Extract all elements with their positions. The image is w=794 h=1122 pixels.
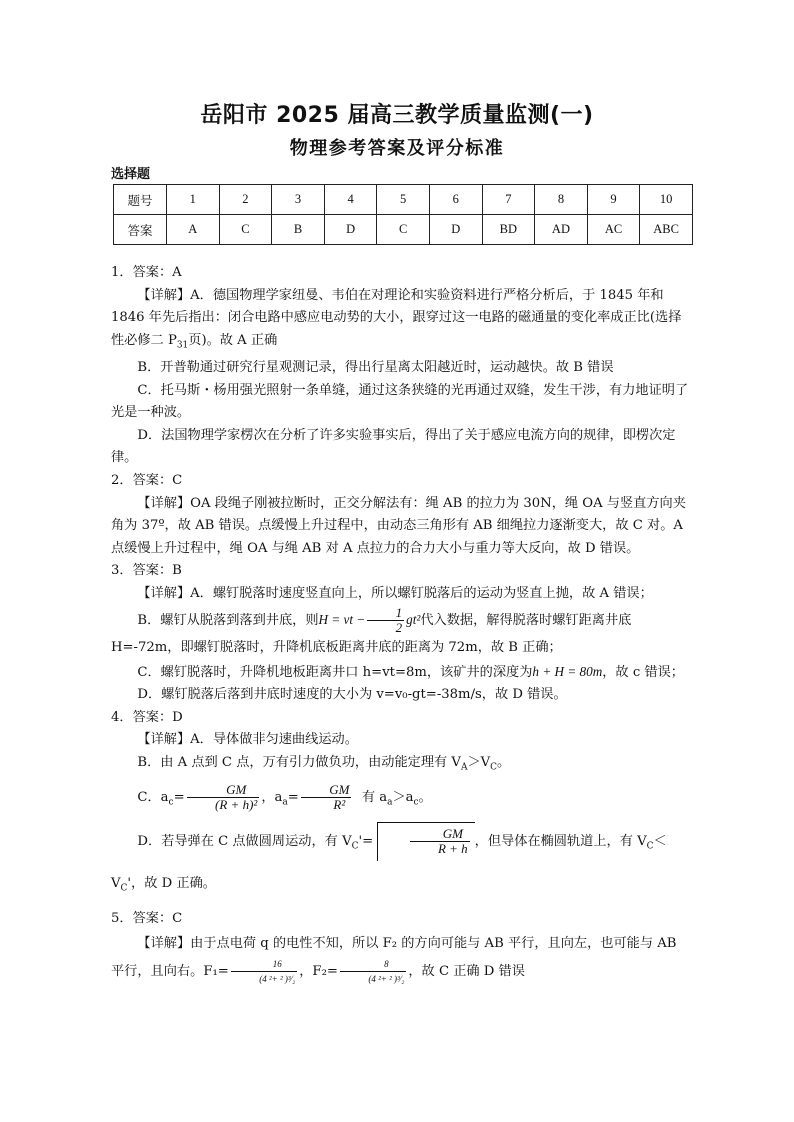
question-number-row xyxy=(114,185,693,215)
q4-d-pre: D．若导弹在 C 点做圆周运动，有 V xyxy=(137,833,352,849)
fraction-numerator: 8 xyxy=(340,957,406,972)
q3-heading: 3．答案：B xyxy=(111,563,182,579)
q4-heading: 4．答案：D xyxy=(111,709,183,725)
fraction-denominator: R + h xyxy=(437,840,468,856)
q5-heading: 5．答案：C xyxy=(111,911,183,927)
q3-option-d: D．螺钉脱落后落到井底时速度的大小为 v=v₀-gt=-38m/s，故 D 错误。 xyxy=(137,687,567,703)
subscript: a xyxy=(282,797,288,808)
q4-option-c xyxy=(111,779,691,822)
subscript: c xyxy=(413,797,419,808)
table-cell: 2 xyxy=(219,185,272,215)
answer-row xyxy=(114,215,693,245)
table-cell: 1 xyxy=(167,185,220,215)
q3-option-b xyxy=(111,606,691,661)
table-header-cell: 答案 xyxy=(114,215,167,245)
q4-b-end: 。 xyxy=(497,754,511,770)
square-root xyxy=(377,822,475,861)
q5-text: 【详解】由于点电荷 q 的电性不知，所以 F₂ 的方向可能与 AB 平行，且向左，也可能与 AB 平行，且向右。 xyxy=(111,935,677,979)
q4-c-eq2: = xyxy=(287,790,299,806)
subscript: C xyxy=(120,884,128,895)
table-cell: 5 xyxy=(377,185,430,215)
q3-b-formula-rhs: gt² xyxy=(406,611,421,627)
q5-end: ，故 C 正确 D 错误 xyxy=(408,963,525,979)
table-cell: 10 xyxy=(640,185,693,215)
q5-f2-fraction xyxy=(340,957,406,986)
q5-f2-label: ，F₂= xyxy=(299,963,338,979)
q1-heading: 1．答案：A xyxy=(111,265,182,280)
q1-a-text: 【详解】A．德国物理学家纽曼、韦伯在对理论和实验资料进行严格分析后，于 1845 年和 1846 年先后指出：闭合电路中感应电动势的大小，跟穿过这一电路的磁通量的变化率成正比(选择性必修二 P xyxy=(111,287,682,348)
q3-b-pre: B．螺钉从脱落到落到井底，则 xyxy=(137,612,319,628)
q3-option-c xyxy=(111,661,691,685)
q1-option-d: D．法国物理学家楞次在分析了许多实验事实后，得出了关于感应电流方向的规律，即楞次定律。 xyxy=(111,427,676,466)
q5-explanation xyxy=(111,931,691,986)
q4-option-b xyxy=(111,752,691,779)
table-cell: A xyxy=(167,215,220,245)
section-heading: 选择题 xyxy=(111,167,151,182)
q3-c-formula: h + H = 80m xyxy=(532,663,603,679)
q1-option-b: B．开普勒通过研究行星观测记录，得出行星离太阳越近时，运动越快。故 B 错误 xyxy=(137,360,614,376)
q4-d-post: ，但导体在椭圆轨道上，有 V xyxy=(474,833,647,849)
q4-c-mid: ，a xyxy=(261,790,283,806)
table-cell: ABC xyxy=(640,215,693,245)
table-cell: BD xyxy=(482,215,535,245)
q1-a-subscript: 31 xyxy=(176,340,189,351)
fraction-denominator: (R + h)² xyxy=(215,797,258,813)
table-cell: 9 xyxy=(587,185,640,215)
q4-c-pre: C．a xyxy=(137,790,169,806)
q1-option-c: C．托马斯・杨用强光照射一条单缝，通过这条狭缝的光再通过双缝，发生干涉，有力地证明了光是一种波。 xyxy=(111,382,689,421)
table-header-cell: 题号 xyxy=(114,185,167,215)
fraction-denominator: R² xyxy=(333,797,346,813)
q3-c-post: ，故 c 错误； xyxy=(602,664,684,680)
answer-explanations xyxy=(111,262,691,986)
fraction-numerator: GM xyxy=(301,783,352,798)
q4-d-end: '，故 D 正确。 xyxy=(127,876,216,892)
q4-c-gt: ＞a xyxy=(392,790,414,806)
table-cell: 7 xyxy=(482,185,535,215)
fraction-numerator: 1 xyxy=(367,606,404,621)
q4-option-d xyxy=(111,822,691,908)
table-cell: 3 xyxy=(272,185,325,215)
q5-f1-label: F₁= xyxy=(203,963,229,979)
table-cell: B xyxy=(272,215,325,245)
fraction-numerator: 16 xyxy=(231,957,297,972)
page-subtitle: 物理参考答案及评分标准 xyxy=(289,138,505,159)
q3-option-a: 【详解】A．螺钉脱落时速度竖直向上，所以螺钉脱落后的运动为竖直上抛，故 A 错误； xyxy=(137,585,653,601)
q2-heading: 2．答案：C xyxy=(111,472,183,488)
table-cell: D xyxy=(429,215,482,245)
table-cell: 6 xyxy=(429,185,482,215)
subscript: A xyxy=(460,762,468,773)
answer-table xyxy=(113,184,693,245)
q4-d-lt: ＜V xyxy=(111,833,667,892)
subscript: a xyxy=(387,797,393,808)
q4-c-end: 。 xyxy=(418,790,432,806)
q3-b-formula-lhs: H = vt − xyxy=(318,611,366,627)
table-cell: C xyxy=(377,215,430,245)
q4-d-fraction xyxy=(410,827,470,856)
q4-option-a: 【详解】A．导体做非匀速曲线运动。 xyxy=(137,732,358,748)
q4-c-fraction-1 xyxy=(187,783,260,812)
q4-c-fraction-2 xyxy=(301,783,352,812)
table-cell: 4 xyxy=(324,185,377,215)
q4-b-mid: ＞V xyxy=(467,754,491,770)
q4-b-text: B．由 A 点到 C 点，万有引力做负功，由动能定理有 V xyxy=(137,754,461,770)
subscript: c xyxy=(168,797,174,808)
q1-a-end: 页)。故 A 正确 xyxy=(188,332,278,348)
table-cell: 8 xyxy=(535,185,588,215)
q5-f1-fraction xyxy=(231,957,297,986)
q2-explanation: 【详解】OA 段绳子刚被拉断时，正交分解法有：绳 AB 的拉力为 30N，绳 OA 与竖直方向夹角为 37º，故 AB 错误。点缓慢上升过程中，由动态三角形有 AB 细绳拉力逐渐变大，故 C 对。A 点缓慢上升过程中，绳 OA 与绳 AB 对 A 点拉力的合力大小与重力等大反向，故 D 错误。 xyxy=(111,495,686,556)
q3-b-fraction xyxy=(367,606,404,635)
fraction-numerator: GM xyxy=(187,783,260,798)
subscript: C xyxy=(351,841,359,852)
subscript: C xyxy=(490,762,498,773)
fraction-denominator: (4 ²+ ² )³⁄₂ xyxy=(368,973,405,984)
subscript: C xyxy=(646,841,654,852)
q4-d-eq: '= xyxy=(358,833,374,849)
q1-option-a xyxy=(111,285,691,357)
q3-b-post: 代入数据，解得脱落时螺钉距离井底 H=-72m，即螺钉脱落时，升降机底板距离井底的距离为 72m，故 B 正确； xyxy=(111,612,632,655)
table-cell: AD xyxy=(535,215,588,245)
page-title: 岳阳市 2025 届高三教学质量监测(一) xyxy=(200,103,594,128)
table-cell: C xyxy=(219,215,272,245)
table-cell: D xyxy=(324,215,377,245)
q4-c-eq: = xyxy=(173,790,185,806)
fraction-denominator: 2 xyxy=(395,619,403,635)
q4-c-post: 有 a xyxy=(361,790,388,806)
q3-c-pre: C．螺钉脱落时，升降机地板距离井口 h=vt=8m，该矿井的深度为 xyxy=(137,664,533,680)
fraction-denominator: (4 ²+ ² )³⁄₂ xyxy=(259,973,296,984)
table-cell: AC xyxy=(587,215,640,245)
fraction-numerator: GM xyxy=(410,827,470,842)
